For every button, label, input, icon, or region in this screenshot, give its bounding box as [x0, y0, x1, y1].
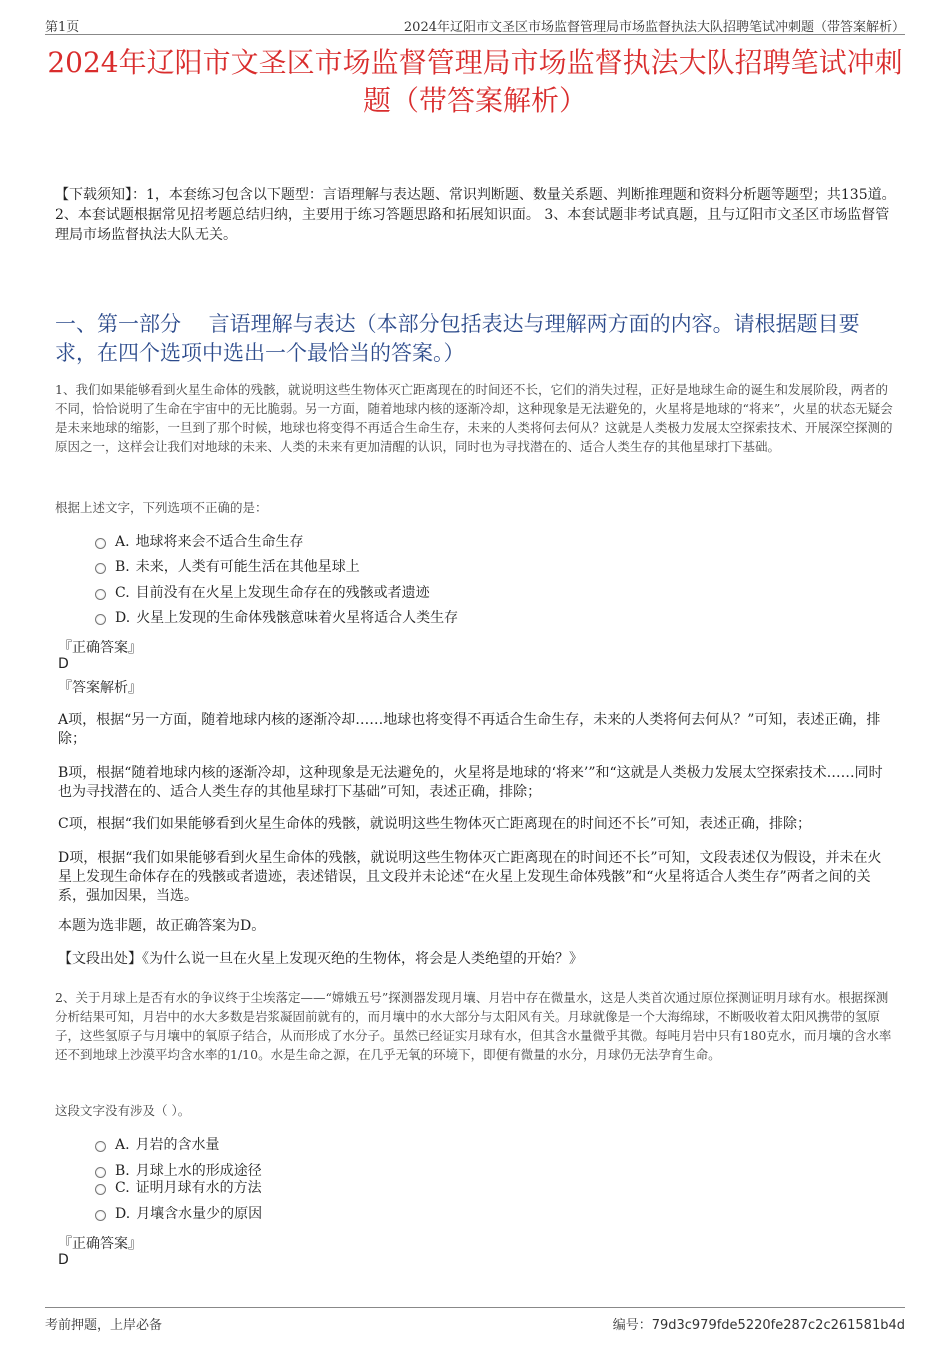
- q1-answer-label: 『正确答案』: [58, 640, 142, 656]
- q1-question: 根据上述文字，下列选项不正确的是：: [55, 500, 268, 515]
- option-key: A.: [115, 534, 130, 550]
- option-text: 月壤含水量少的原因: [136, 1206, 263, 1222]
- q2-question: 这段文字没有涉及（ ）。: [55, 1103, 191, 1118]
- q1-option-b[interactable]: [95, 557, 360, 577]
- q1-answer: D: [58, 656, 69, 672]
- download-notice: 【下载须知】：1，本套练习包含以下题型：言语理解与表达题、常识判断题、数量关系题、判断推理题和资料分析题等题型；共135道。 2、本套试题根据常见招考题总结归纳，主要用于练习答题思路和拓展知识面。 3、本套试题非考试真题，且与辽阳市文圣区市场监督管理局市场监督执法大队无关。: [55, 187, 896, 243]
- q1-option-c[interactable]: [95, 583, 430, 603]
- option-text: 火星上发现的生命体残骸意味着火星将适合人类生存: [136, 610, 459, 626]
- q1-option-a[interactable]: [95, 532, 304, 552]
- q1-source: 【文段出处】《为什么说一旦在火星上发现灭绝的生物体，将会是人类绝望的开始？》: [58, 951, 583, 967]
- document-title: 2024年辽阳市文圣区市场监督管理局市场监督执法大队招聘笔试冲刺题（带答案解析）: [47, 46, 903, 117]
- option-key: B.: [115, 559, 130, 575]
- q2-answer-label: 『正确答案』: [58, 1236, 142, 1252]
- option-key: C.: [115, 585, 130, 601]
- header-doc-title: 2024年辽阳市文圣区市场监督管理局市场监督执法大队招聘笔试冲刺题（带答案解析）: [403, 20, 905, 35]
- page-footer: [45, 1307, 905, 1332]
- q1-analysis-b: B项，根据“随着地球内核的逐渐冷却，这种现象是无法避免的，火星将是地球的‘将来’”和“这就是人类极力发展太空探索技术……同时也为寻找潜在的、适合人类生存的其他星球打下基础”可知，表述正确，排除；: [58, 765, 883, 800]
- option-key: D.: [115, 610, 131, 626]
- q2-option-d[interactable]: [95, 1204, 262, 1224]
- q2-option-a[interactable]: [95, 1135, 220, 1155]
- option-text: 证明月球有水的方法: [135, 1180, 262, 1196]
- radio-icon[interactable]: [95, 1167, 106, 1178]
- option-key: D.: [115, 1206, 131, 1222]
- footer-code-value: 79d3c979fde5220fe287c2c261581b4d: [651, 1318, 905, 1333]
- q1-analysis-a: A项，根据“另一方面，随着地球内核的逐渐冷却……地球也将变得不再适合生命生存，未来的人类将何去何从？”可知，表述正确，排除；: [58, 712, 881, 747]
- footer-code: [613, 1314, 905, 1333]
- q1-option-d[interactable]: [95, 608, 458, 628]
- radio-icon[interactable]: [95, 589, 106, 600]
- q1-analysis-d: D项，根据“我们如果能够看到火星生命体的残骸，就说明这些生物体灭亡距离现在的时间还不长”可知，文段表述仅为假设，并未在火星上发现生命体存在的残骸或者遗迹，表述错误，且文段并未论述“在火星上发现生命体残骸”和“火星将适合人类生存”两者之间的关系，强加因果，当选。: [58, 850, 882, 904]
- page-header: [45, 14, 905, 35]
- option-text: 月岩的含水量: [135, 1137, 220, 1153]
- radio-icon[interactable]: [95, 1210, 106, 1221]
- q1-passage: 1、我们如果能够看到火星生命体的残骸，就说明这些生物体灭亡距离现在的时间还不长，它们的消失过程，正好是地球生命的诞生和发展阶段，两者的不同，恰恰说明了生命在宇宙中的无比脆弱。另一方面，随着地球内核的逐渐冷却，这种现象是无法避免的，火星将是地球的“将来”，火星的状态无疑会是未来地球的缩影，一旦到了那个时候，地球也将变得不再适合生命生存，未来的人类将何去何从？这就是人类极力发展太空探索技术、开展深空探测的原因之一，这样会让我们对地球的未来、人类的未来有更加清醒的认识，同时也为寻找潜在的、适合人类生存的其他星球打下基础。: [55, 382, 893, 454]
- radio-icon[interactable]: [95, 1141, 106, 1152]
- option-key: A.: [115, 1137, 130, 1153]
- q2-answer: D: [58, 1252, 69, 1268]
- section-heading: 一、第一部分 言语理解与表达（本部分包括表达与理解两方面的内容。请根据题目要求，在四个选项中选出一个最恰当的答案。）: [55, 312, 860, 365]
- footer-slogan: 考前押题，上岸必备: [45, 1318, 163, 1333]
- option-key: C.: [115, 1180, 130, 1196]
- radio-icon[interactable]: [95, 1184, 106, 1195]
- option-text: 未来，人类有可能生活在其他星球上: [135, 559, 360, 575]
- q2-option-c[interactable]: [95, 1178, 262, 1198]
- option-key: B.: [115, 1163, 130, 1179]
- option-text: 月球上水的形成途径: [135, 1163, 262, 1179]
- radio-icon[interactable]: [95, 563, 106, 574]
- option-text: 目前没有在火星上发现生命存在的残骸或者遗迹: [135, 585, 430, 601]
- q2-passage: 2、关于月球上是否有水的争议终于尘埃落定——“嫦娥五号”探测器发现月壤、月岩中存在微量水，这是人类首次通过原位探测证明月球有水。根据探测分析结果可知，月岩中的水大多数是岩浆凝固前就有的，而月壤中的水大部分与太阳风有关。月球就像是一个大海绵球，不断吸收着太阳风携带的氢原子，这些氢原子与月壤中的氧原子结合，从而形成了水分子。虽然已经证实月球有水，但其含水量微乎其微。每吨月岩中只有180克水，而月壤的含水率还不到地球上沙漠平均含水率的1/10。水是生命之源，在几乎无氧的环境下，即便有微量的水分，月球仍无法孕育生命。: [55, 990, 892, 1062]
- q1-conclusion: 本题为选非题，故正确答案为D。: [58, 918, 266, 934]
- page-number: 第1页: [45, 20, 80, 35]
- q1-analysis-c: C项，根据“我们如果能够看到火星生命体的残骸，就说明这些生物体灭亡距离现在的时间还不长”可知，表述正确，排除；: [58, 816, 812, 832]
- radio-icon[interactable]: [95, 614, 106, 625]
- option-text: 地球将来会不适合生命生存: [135, 534, 304, 550]
- footer-code-label: 编号：: [612, 1318, 652, 1333]
- q1-analysis-label: 『答案解析』: [58, 680, 142, 696]
- radio-icon[interactable]: [95, 538, 106, 549]
